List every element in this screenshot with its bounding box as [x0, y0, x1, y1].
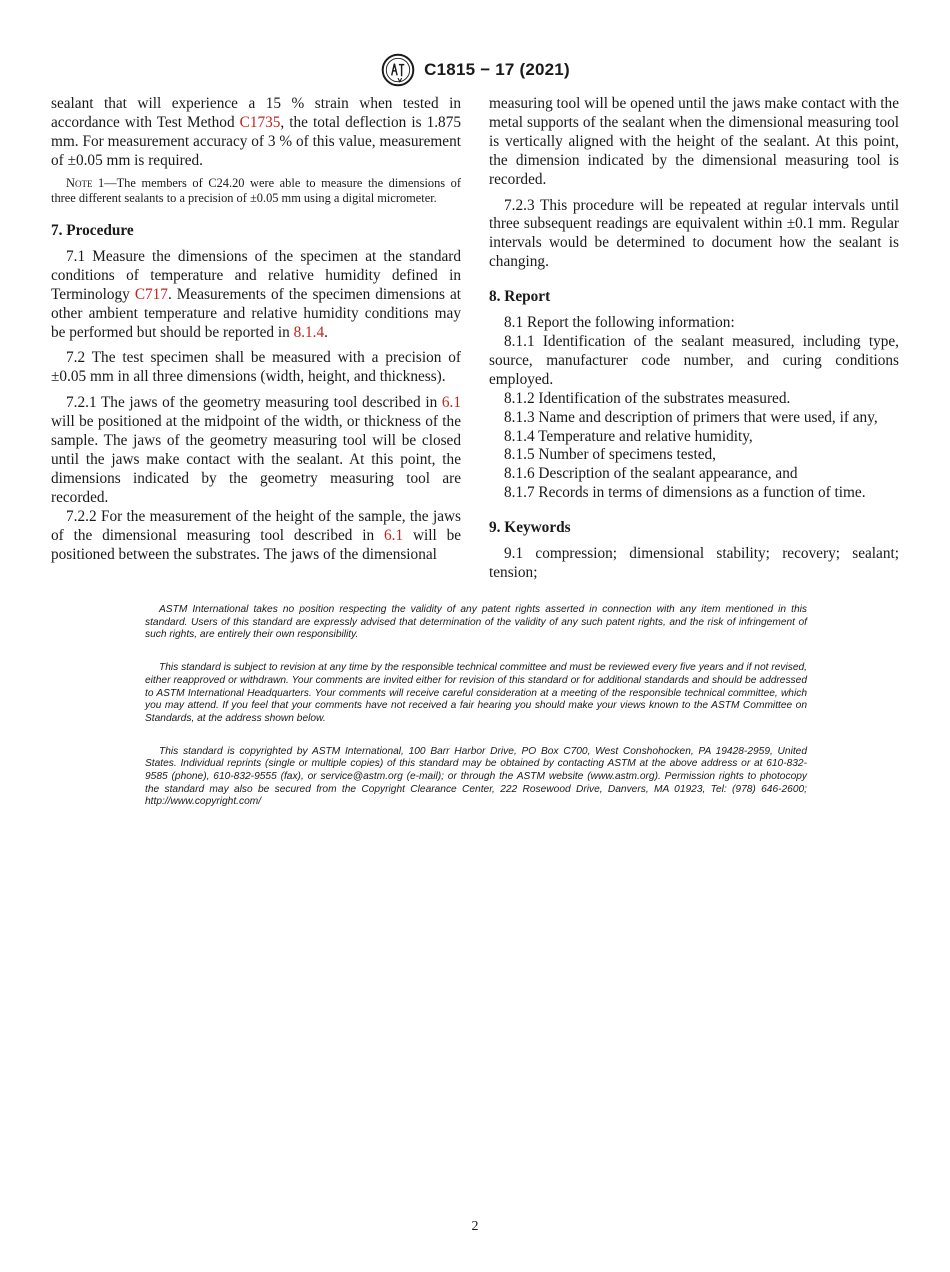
- paragraph-8-1-1: 8.1.1 Identification of the sealant measured, including type, source, manufacturer code number, and curing conditions employed.: [489, 332, 899, 388]
- paragraph-7-2-2: 7.2.2 For the measurement of the height of the sample, the jaws of the dimensional measuring tool described in 6.1 will be positioned between the substrates. The jaws of the dimensional: [51, 507, 462, 563]
- astm-logo: [380, 52, 416, 88]
- copyright-notice: This standard is copyrighted by ASTM International, 100 Barr Harbor Drive, PO Box C700, West Conshohocken, PA 19428-2959, United States. Individual reprints (single or multiple copies) of this standard may be obtained by contacting ASTM at the above address or at 610-832-9585 (phone), 610-832-9555 (fax), or service@astm.org (e-mail); or through the ASTM website (www.astm.org). Permission rights to photocopy the standard may also be secured from the Copyright Clearance Center, 222 Rosewood Drive, Danvers, MA 01923, Tel: (978) 646-2600; http://www.copyright.com/: [145, 745, 807, 808]
- link-c717[interactable]: C717: [134, 285, 168, 303]
- paragraph-8-1: 8.1 Report the following information:: [504, 314, 735, 332]
- paragraph-7-2-2-continued: measuring tool will be opened until the jaws make contact with the metal supports of the sealant when the dimensional measuring tool is vertically aligned with the height of the sealant. At this point, the dimension indicated by the dimensional measuring tool is recorded.: [489, 95, 899, 188]
- paragraph-7-2-1: 7.2.1 The jaws of the geometry measuring tool described in 6.1 will be positioned at the midpoint of the width, or thickness of the sample. The jaws of the geometry measuring tool will be closed until the jaws make contact with the sealant. At this point, the dimensions indicated by the geometry measuring tool are recorded.: [51, 394, 461, 506]
- revision-notice: This standard is subject to revision at any time by the responsible technical committee and must be reviewed every five years and if not revised, either reapproved or withdrawn. Your comments are invited either for revision of this standard or for additional standards and should be addressed to ASTM International Headquarters. Your comments will receive careful consideration at a meeting of the responsible technical committee, which you may attend. If you feel that your comments have not received a fair hearing you should make your views known to the ASTM Committee on Standards, at the address shown below.: [145, 662, 807, 724]
- paragraph-8-1-7: 8.1.7 Records in terms of dimensions as a function of time.: [504, 484, 866, 502]
- page-header: [0, 52, 950, 88]
- link-8-1-4[interactable]: 8.1.4: [293, 323, 325, 341]
- paragraph-intro-continued: sealant that will experience a 15 % strain when tested in accordance with Test Method C1735, the total deflection is 1.875 mm. For measurement accuracy of 3 % of this value, measurement of ±0.05 mm is required.: [51, 95, 461, 169]
- note-1: Note 1—The members of C24.20 were able to measure the dimensions of three different sealants to a precision of ±0.05 mm using a digital micrometer.: [51, 175, 461, 205]
- paragraph-7-2-3: 7.2.3 This procedure will be repeated at regular intervals until three subsequent readings are equivalent within ±0.1 mm. Regular intervals would be determined to document how the sealant is changing.: [489, 196, 899, 271]
- paragraph-8-1-6: 8.1.6 Description of the sealant appearance, and: [504, 465, 798, 483]
- paragraph-9-1: 9.1 compression; dimensional stability; recovery; sealant; tension;: [489, 545, 899, 581]
- link-c1735[interactable]: C1735: [239, 113, 281, 131]
- link-6-1[interactable]: 6.1: [441, 394, 461, 412]
- paragraph-8-1-5: 8.1.5 Number of specimens tested,: [504, 446, 716, 464]
- left-column: [51, 95, 461, 564]
- section-7-heading: 7. Procedure: [51, 222, 134, 240]
- paragraph-8-1-4: 8.1.4 Temperature and relative humidity,: [504, 427, 753, 445]
- section-9-heading: 9. Keywords: [489, 519, 571, 537]
- paragraph-8-1-2: 8.1.2 Identification of the substrates measured.: [504, 389, 791, 407]
- page-number: 2: [471, 1219, 479, 1234]
- note-label: Note: [66, 175, 93, 190]
- right-column: [489, 95, 899, 583]
- paragraph-7-1: 7.1 Measure the dimensions of the specimen at the standard conditions of temperature and relative humidity defined in Terminology C717. Measurements of the specimen dimensions at other ambient temperature and relative humidity conditions may be performed but should be reported in 8.1.4.: [51, 247, 461, 341]
- patent-notice: ASTM International takes no position respecting the validity of any patent rights asserted in connection with any item mentioned in this standard. Users of this standard are expressly advised that determination of the validity of any such patent rights, and the risk of infringement of such rights, are entirely their own responsibility.: [145, 604, 807, 641]
- legal-notices: [145, 604, 807, 829]
- section-8-heading: 8. Report: [489, 288, 551, 306]
- link-6-1[interactable]: 6.1: [384, 526, 404, 544]
- paragraph-8-1-3: 8.1.3 Name and description of primers that were used, if any,: [504, 408, 878, 426]
- paragraph-7-2: 7.2 The test specimen shall be measured with a precision of ±0.05 mm in all three dimensions (width, height, and thickness).: [51, 349, 461, 386]
- document-designation: C1815 − 17 (2021): [424, 60, 570, 79]
